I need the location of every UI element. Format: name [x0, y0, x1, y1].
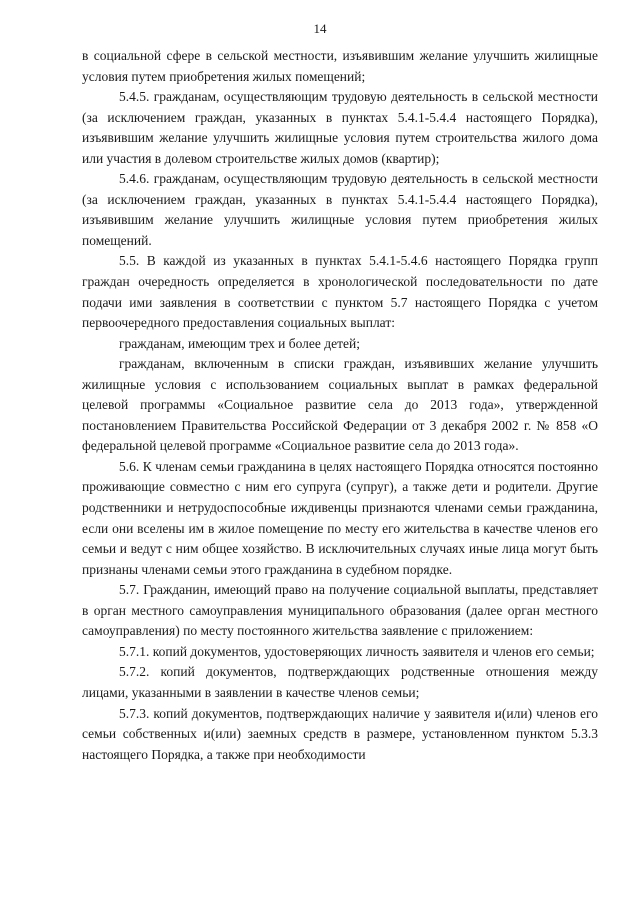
paragraph-5-7: 5.7. Гражданин, имеющий право на получение социальной выплаты, представляет в орган местного самоуправления муниципального образования (далее орган местного самоуправления) по месту постоянного жительства заявление с приложением:	[82, 582, 598, 639]
paragraph-5-7-1: 5.7.1. копий документов, удостоверяющих личность заявителя и членов его семьи;	[119, 643, 595, 659]
paragraph-5-6: 5.6. К членам семьи гражданина в целях настоящего Порядка относятся постоянно проживающие совместно с ним его супруга (супруг), а также дети и родители. Другие родственники и нетрудоспособные иждивенцы признаются членами семьи гражданина, если они вселены им в жилое помещение по месту его жительства в качестве членов его семьи и ведут с ним общее хозяйство. В исключительных случаях иные лица могут быть признаны членами семьи этого гражданина в судебном порядке.	[82, 458, 598, 577]
paragraph-program-participants: гражданам, включенным в списки граждан, изъявивших желание улучшить жилищные условия с использованием социальных выплат в рамках федеральной целевой программы «Социальное развитие села до 2013 года», утвержденной постановлением Правительства Российской Федерации от 3 декабря 2002 г. № 858 «О федеральной целевой программе «Социальное развитие села до 2013 года».	[82, 356, 598, 454]
paragraph-5-7-2: 5.7.2. копий документов, подтверждающих родственные отношения между лицами, указанными в заявлении в качестве членов семьи;	[82, 664, 598, 700]
paragraph-large-families: гражданам, имеющим трех и более детей;	[119, 335, 360, 351]
paragraph-5-7-3: 5.7.3. копий документов, подтверждающих наличие у заявителя и(или) членов его семьи собственных и(или) заемных средств в размере, установленном пунктом 5.3.3 настоящего Порядка, а также при необходимости	[82, 705, 598, 762]
page-number: 14	[313, 21, 327, 36]
document-body	[82, 46, 598, 765]
paragraph-5-4-5: 5.4.5. гражданам, осуществляющим трудовую деятельность в сельской местности (за исключением граждан, указанных в пунктах 5.4.1-5.4.4 настоящего Порядка), изъявившим желание улучшить жилищные условия путем строительства жилого дома или участия в долевом строительстве жилых домов (квартир);	[82, 89, 598, 166]
paragraph-5-4-6: 5.4.6. гражданам, осуществляющим трудовую деятельность в сельской местности (за исключением граждан, указанных в пунктах 5.4.1-5.4.4 настоящего Порядка), изъявившим желание улучшить жилищные условия путем приобретения жилых помещений.	[82, 171, 598, 248]
paragraph-5-5: 5.5. В каждой из указанных в пунктах 5.4.1-5.4.6 настоящего Порядка групп граждан очередность определяется в хронологической последовательности по дате подачи ими заявления в соответствии с пунктом 5.7 настоящего Порядка с учетом первоочередного предоставления социальных выплат:	[82, 253, 598, 331]
paragraph-continuation: в социальной сфере в сельской местности, изъявившим желание улучшить жилищные условия путем приобретения жилых помещений;	[82, 48, 598, 84]
